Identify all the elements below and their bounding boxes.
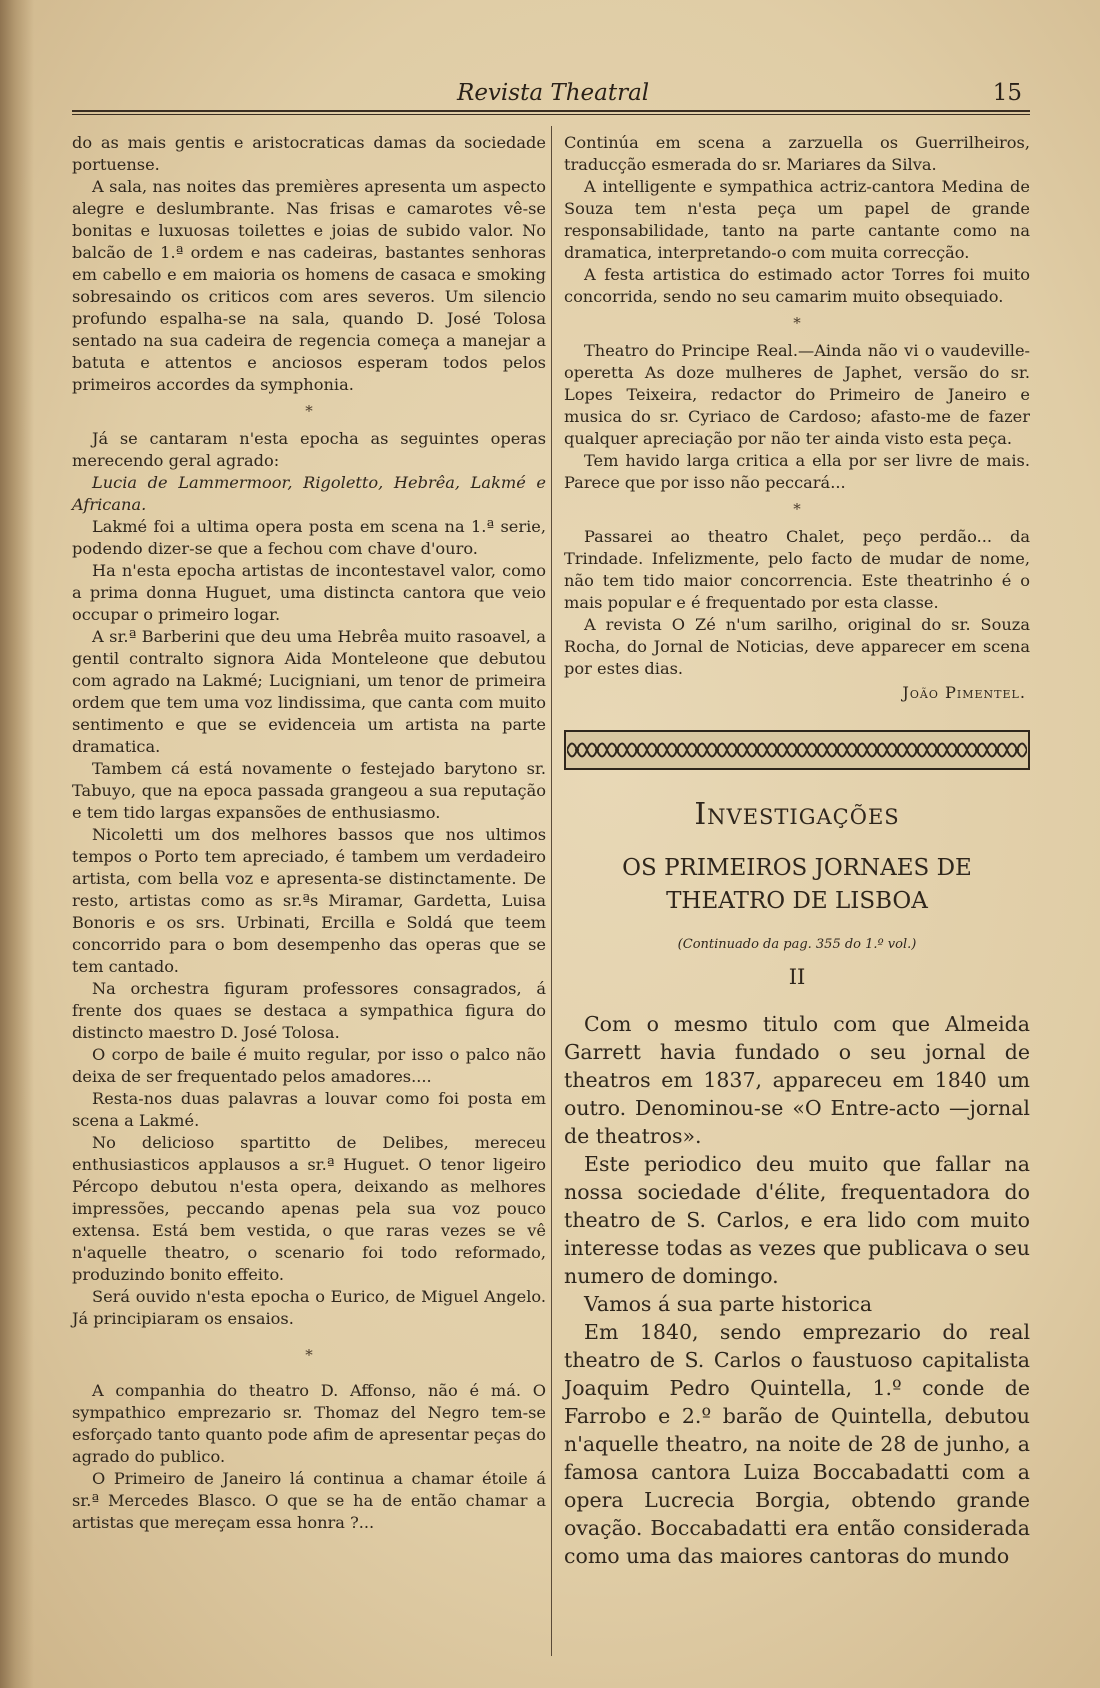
- paragraph: do as mais gentis e aristocraticas damas da sociedade portuense.: [72, 133, 546, 174]
- paragraph: Vamos á sua parte historica: [584, 1292, 873, 1316]
- header-rule: [72, 110, 1030, 112]
- column-divider: [551, 126, 552, 1656]
- opera-list: Lucia de Lammermoor, Rigoletto, Hebrêa, Lakmé e Africana.: [72, 473, 546, 514]
- paragraph: Resta-nos duas palavras a louvar como foi posta em scena a Lakmé.: [72, 1089, 546, 1130]
- paragraph: Lakmé foi a ultima opera posta em scena na 1.ª serie, podendo dizer-se que a fechou com chave d'ouro.: [72, 517, 546, 558]
- paragraph: A revista O Zé n'um sarilho, original do sr. Souza Rocha, do Jornal de Noticias, deve apparecer em scena por estes dias.: [564, 615, 1030, 678]
- running-title: Revista Theatral: [457, 80, 650, 106]
- asterisk-separator: *: [305, 402, 313, 420]
- paragraph: A sala, nas noites das premières apresenta um aspecto alegre e deslumbrante. Nas frisas e camarotes vê-se bonitas e luxuosas toilettes e joias de subido valor. No balcão de 1.ª ordem e nas cadeiras, bastantes senhoras em cabello e em maioria os homens de casaca e smoking sobresaindo os criticos com ares severos. Um silencio profundo espalha-se na sala, quando D. José Tolosa sentado na sua cadeira de regencia começa a manejar a batuta e attentos e anciosos esperam todos pelos primeiros accordes da symphonia.: [72, 177, 546, 394]
- paragraph: A sr.ª Barberini que deu uma Hebrêa muito rasoavel, a gentil contralto signora Aida Monteleone que debutou com agrado na Lakmé; Lucigniani, um tenor de primeira ordem que tem uma voz lindissima, que canta com muito sentimento e que se evidenceia um artista na parte dramatica.: [72, 627, 546, 756]
- page-header: [72, 80, 1030, 112]
- paragraph: No delicioso spartitto de Delibes, mereceu enthusiasticos applausos a sr.ª Huguet. O tenor ligeiro Pércopo debutou n'esta opera, deixando as melhores impressões, peccando apenas pela sua voz pouco extensa. Está bem vestida, o que raras vezes se vê n'aquelle theatro, o scenario foi todo reformado, produzindo bonito effeito.: [72, 1133, 546, 1284]
- paragraph: Este periodico deu muito que fallar na nossa sociedade d'élite, frequentadora do theatro de S. Carlos, e era lido com muito interesse todas as vezes que publicava o seu numero de domingo.: [564, 1152, 1030, 1288]
- chapter-numeral: II: [788, 965, 806, 989]
- ornamental-border: [564, 730, 1030, 770]
- asterisk-separator: *: [793, 500, 801, 518]
- paragraph: Passarei ao theatro Chalet, peço perdão... da Trindade. Infelizmente, pelo facto de mudar de nome, não tem tido maior concorrencia. Este theatrinho é o mais popular e é frequentado por esta classe.: [564, 527, 1030, 612]
- author-signature: João Pimentel.: [902, 683, 1026, 702]
- paragraph: Já se cantaram n'esta epocha as seguintes operas merecendo geral agrado:: [72, 429, 546, 470]
- paragraph: Será ouvido n'esta epocha o Eurico, de Miguel Angelo. Já principiaram os ensaios.: [72, 1287, 546, 1328]
- article-title: OS PRIMEIROS JORNAES DE THEATRO DE LISBOA: [622, 855, 972, 914]
- right-column: [564, 132, 1030, 1570]
- page-number: 15: [992, 80, 1022, 106]
- paragraph: Em 1840, sendo emprezario do real theatro de S. Carlos o faustuoso capitalista Joaquim Pedro Quintella, 1.º conde de Farrobo e 2.º barão de Quintella, debutou n'aquelle theatro, na noite de 28 de junho, a famosa cantora Luiza Boccabadatti com a opera Lucrecia Borgia, obtendo grande ovação. Boccabadatti era então considerada como uma das maiores cantoras do mundo: [564, 1320, 1030, 1568]
- left-column: [72, 132, 546, 1534]
- paragraph: Na orchestra figuram professores consagrados, á frente dos quaes se destaca a sympathica figura do distincto maestro D. José Tolosa.: [72, 979, 546, 1042]
- paragraph: O corpo de baile é muito regular, por isso o palco não deixa de ser frequentado pelos amadores....: [72, 1045, 546, 1086]
- paragraph: A festa artistica do estimado actor Torres foi muito concorrida, sendo no seu camarim muito obsequiado.: [564, 265, 1030, 306]
- paragraph: Tem havido larga critica a ella por ser livre de mais. Parece que por isso não peccará...: [564, 451, 1030, 492]
- article-body: [564, 1010, 1030, 1570]
- paragraph: Com o mesmo titulo com que Almeida Garrett havia fundado o seu jornal de theatros em 1837, appareceu em 1840 um outro. Denominou-se «O Entre-acto —jornal de theatros».: [564, 1012, 1030, 1148]
- paragraph: O Primeiro de Janeiro lá continua a chamar étoile á sr.ª Mercedes Blasco. O que se ha de então chamar a artistas que mereçam essa honra ?...: [72, 1469, 546, 1532]
- continuation-note: (Continuado da pag. 355 do 1.º vol.): [677, 937, 917, 952]
- paragraph: Tambem cá está novamente o festejado barytono sr. Tabuyo, que na epoca passada grangeou a sua reputação e tem tido largas expansões de enthusiasmo.: [72, 759, 546, 822]
- asterisk-separator: *: [305, 1346, 313, 1364]
- paragraph: Theatro do Principe Real.—Ainda não vi o vaudeville-operetta As doze mulheres de Japhet, versão do sr. Lopes Teixeira, redactor do Primeiro de Janeiro e musica do sr. Cyriaco de Cardoso; afasto-me de fazer qualquer apreciação por não ter ainda visto esta peça.: [564, 341, 1030, 448]
- paragraph: Continúa em scena a zarzuella os Guerrilheiros, traducção esmerada do sr. Mariares da Silva.: [564, 133, 1030, 174]
- section-title: Investigações: [694, 797, 900, 832]
- paragraph: A intelligente e sympathica actriz-cantora Medina de Souza tem n'esta peça um papel de grande responsabilidade, tanto na parte cantante como na dramatica, interpretando-o com muita correcção.: [564, 177, 1030, 262]
- ornament-pattern-icon: [567, 735, 1027, 765]
- paragraph: Ha n'esta epocha artistas de incontestavel valor, como a prima donna Huguet, uma distincta cantora que veio occupar o primeiro logar.: [72, 561, 546, 624]
- paragraph: Nicoletti um dos melhores bassos que nos ultimos tempos o Porto tem apreciado, é tambem um verdadeiro artista, com bella voz e apresenta-se distinctamente. De resto, artistas como as sr.ªs Miramar, Gardetta, Luisa Bonoris e os srs. Urbinati, Ercilla e Soldá que teem concorrido para o bom desempenho das operas que se tem cantado.: [72, 825, 546, 976]
- header-rule-thin: [72, 114, 1030, 115]
- paragraph: A companhia do theatro D. Affonso, não é má. O sympathico emprezario sr. Thomaz del Negro tem-se esforçado tanto quanto pode afim de apresentar peças do agrado do publico.: [72, 1381, 546, 1466]
- asterisk-separator: *: [793, 314, 801, 332]
